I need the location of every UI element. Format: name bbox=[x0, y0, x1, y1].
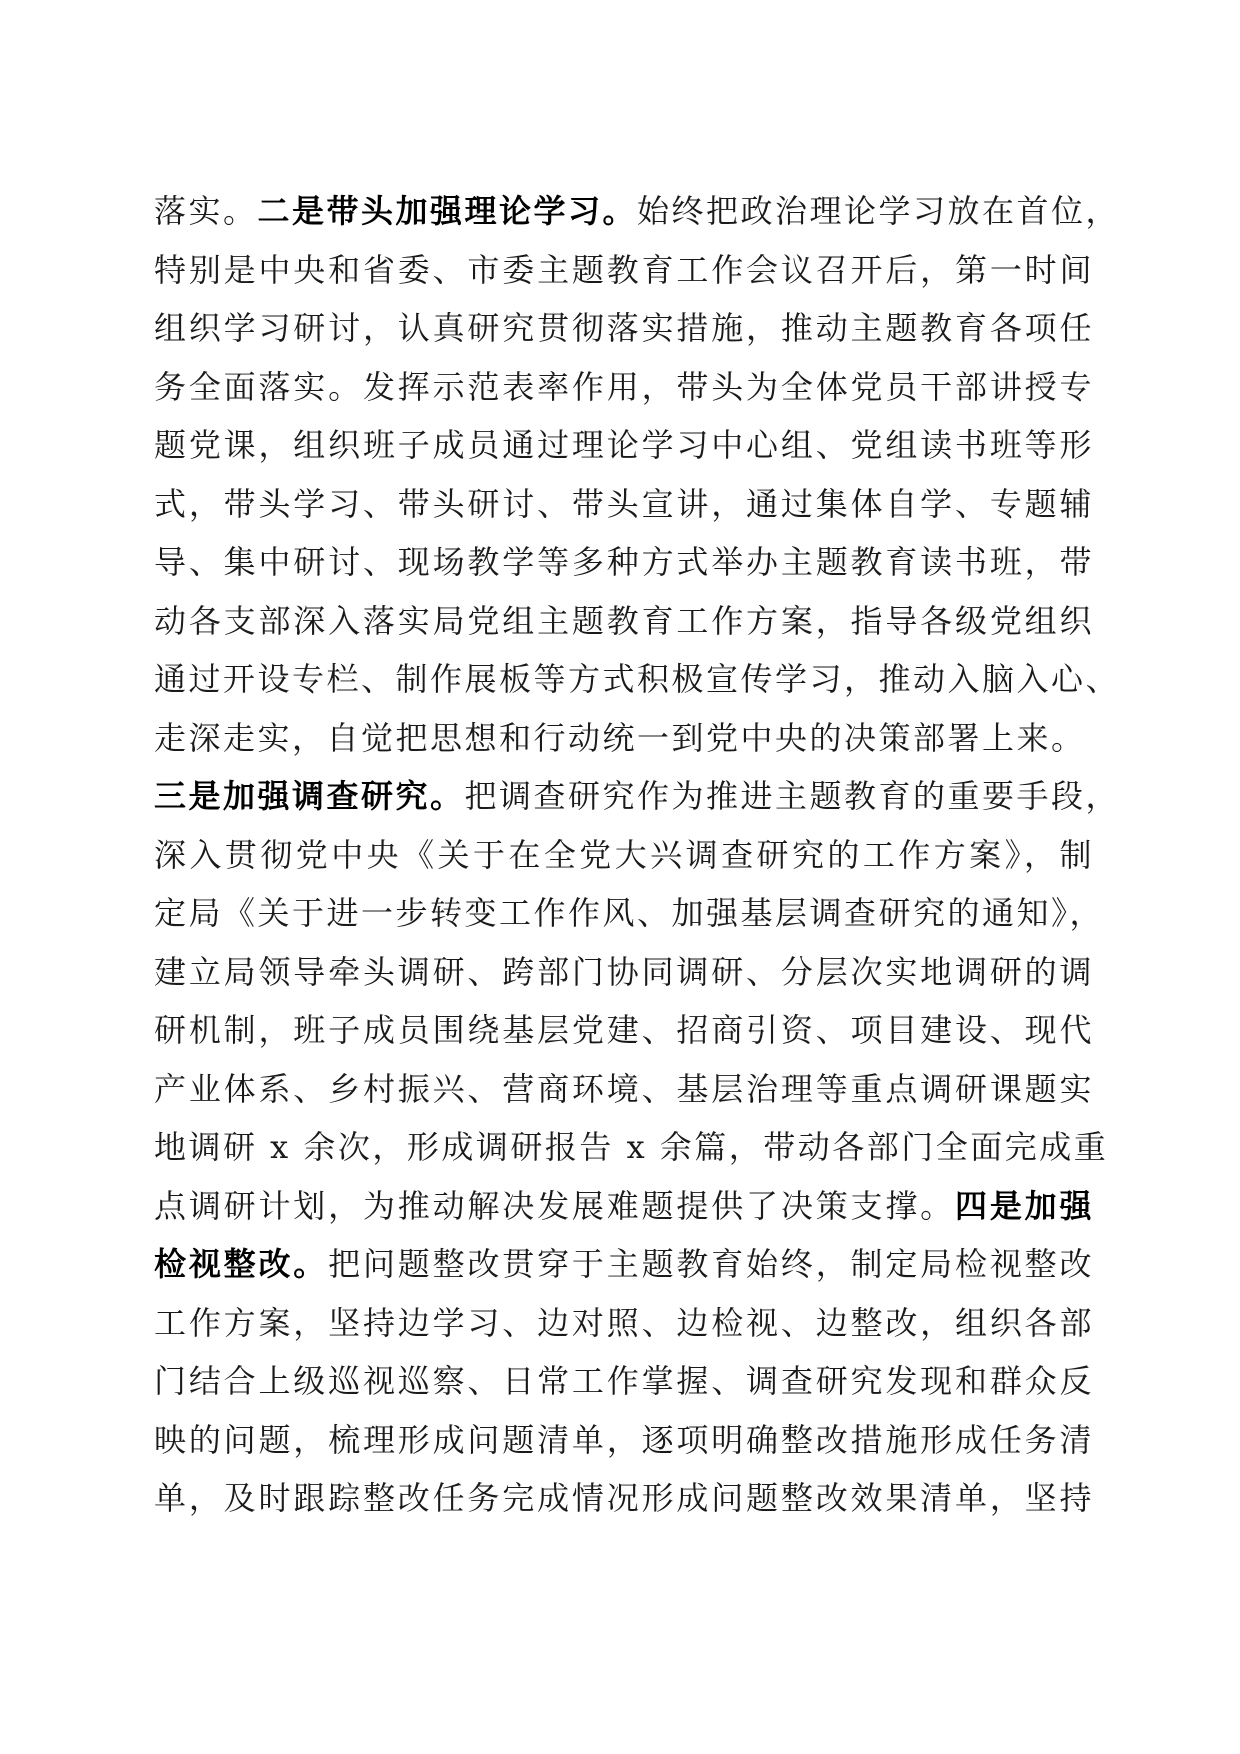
text-run: 动各支部深入落实局党组主题教育工作方案，指导各级党组织 bbox=[154, 601, 1094, 640]
text-run: 务全面落实。发挥示范表率作用，带头为全体党员干部讲授专 bbox=[154, 367, 1094, 406]
text-run: 特别是中央和省委、市委主题教育工作会议召开后，第一时间 bbox=[154, 250, 1094, 289]
text-line bbox=[154, 709, 1094, 768]
text-line bbox=[154, 241, 1094, 300]
text-run: 始终把政治理论学习放在首位， bbox=[637, 192, 1121, 230]
text-line bbox=[154, 592, 1094, 651]
text-run: 定局《关于进一步转变工作作风、加强基层调查研究的通知》， bbox=[154, 894, 1105, 932]
text-run: 工作方案，坚持边学习、边对照、边检视、边整改，组织各部 bbox=[154, 1303, 1094, 1342]
text-run: 走深走实，自觉把思想和行动统一到党中央的决策部署上来。 bbox=[154, 718, 1086, 757]
text-line bbox=[154, 1411, 1094, 1470]
text-run: 映的问题，梳理形成问题清单，逐项明确整改措施形成任务清 bbox=[154, 1420, 1094, 1459]
text-line bbox=[154, 1469, 1094, 1528]
text-line bbox=[154, 475, 1094, 534]
text-line bbox=[154, 358, 1094, 417]
bold-heading: 检视整改。 bbox=[154, 1245, 329, 1283]
body-text bbox=[154, 182, 1121, 1528]
text-run: 产业体系、乡村振兴、营商环境、基层治理等重点调研课题实 bbox=[154, 1069, 1094, 1108]
text-run: 把问题整改贯穿于主题教育始终，制定局检视整改 bbox=[328, 1245, 1094, 1283]
text-line bbox=[154, 533, 1094, 592]
text-run: 建立局领导牵头调研、跨部门协同调研、分层次实地调研的调 bbox=[154, 952, 1094, 991]
bold-heading: 二是带头加强理论学习。 bbox=[257, 192, 638, 230]
text-line bbox=[154, 767, 1121, 826]
text-run: 单，及时跟踪整改任务完成情况形成问题整改效果清单，坚持 bbox=[154, 1479, 1094, 1517]
text-line bbox=[154, 1001, 1094, 1060]
bold-heading: 三是加强调查研究。 bbox=[154, 777, 465, 815]
text-line bbox=[154, 943, 1094, 1002]
text-line bbox=[154, 299, 1094, 358]
text-run: 通过开设专栏、制作展板等方式积极宣传学习，推动入脑入心、 bbox=[154, 660, 1121, 698]
text-run: 点调研计划，为推动解决发展难题提供了决策支撑。 bbox=[154, 1186, 955, 1225]
text-line bbox=[154, 1118, 1109, 1177]
text-run: 式，带头学习、带头研讨、带头宣讲，通过集体自学、专题辅 bbox=[154, 484, 1094, 523]
text-line bbox=[154, 416, 1094, 475]
text-run: 深入贯彻党中央《关于在全党大兴调查研究的工作方案》，制 bbox=[154, 835, 1094, 874]
text-run: 题党课，组织班子成员通过理论学习中心组、党组读书班等形 bbox=[154, 426, 1094, 464]
text-line bbox=[154, 650, 1121, 709]
text-run: 地调研 x 余次，形成调研报告 x 余篇，带动各部门全面完成重 bbox=[154, 1128, 1109, 1166]
text-run: 把调查研究作为推进主题教育的重要手段， bbox=[464, 777, 1121, 815]
text-run: 落实。 bbox=[154, 192, 258, 230]
text-run: 导、集中研讨、现场教学等多种方式举办主题教育读书班，带 bbox=[154, 543, 1094, 581]
text-line bbox=[154, 1352, 1094, 1411]
bold-heading: 四是加强 bbox=[955, 1186, 1094, 1225]
text-line bbox=[154, 884, 1105, 943]
text-line bbox=[154, 182, 1121, 241]
text-line bbox=[154, 1294, 1094, 1353]
text-run: 研机制，班子成员围绕基层党建、招商引资、项目建设、现代 bbox=[154, 1011, 1094, 1049]
text-line bbox=[154, 1235, 1094, 1294]
text-line bbox=[154, 826, 1094, 885]
text-run: 组织学习研讨，认真研究贯彻落实措施，推动主题教育各项任 bbox=[154, 309, 1094, 347]
text-line bbox=[154, 1177, 1094, 1236]
text-run: 门结合上级巡视巡察、日常工作掌握、调查研究发现和群众反 bbox=[154, 1362, 1094, 1400]
text-line bbox=[154, 1060, 1094, 1119]
